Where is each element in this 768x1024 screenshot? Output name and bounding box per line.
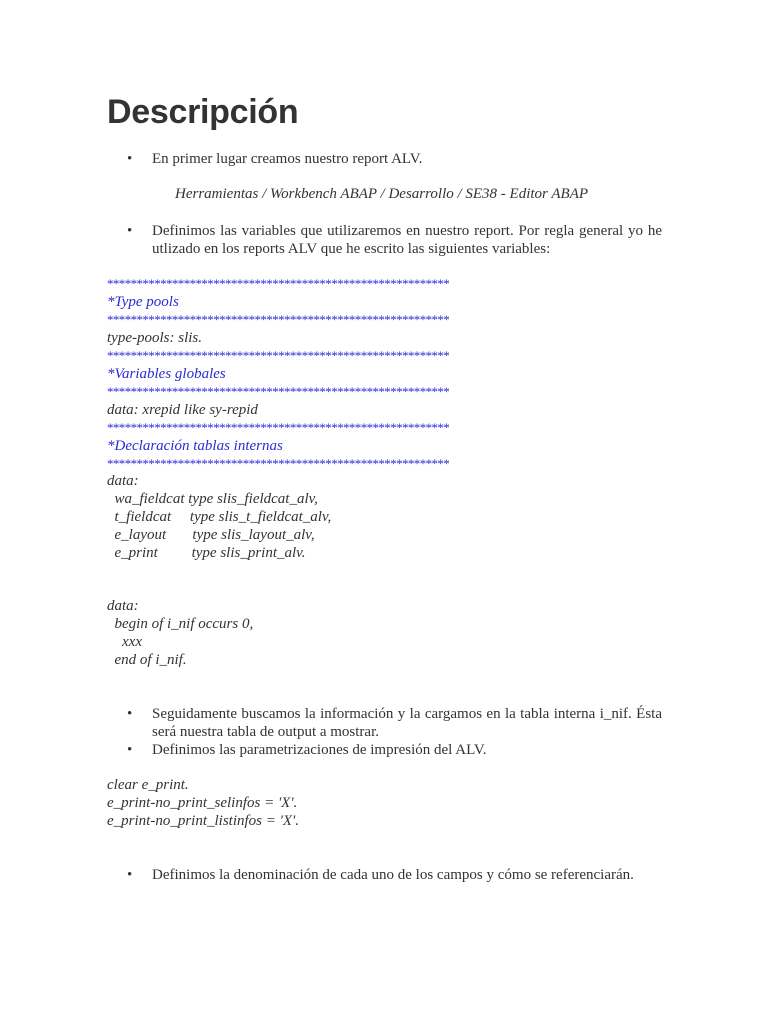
comment-separator: ********************************************************** xyxy=(107,348,450,363)
page-title: Descripción xyxy=(107,93,299,131)
bullet-icon: • xyxy=(127,151,133,167)
comment-separator: ********************************************************** xyxy=(107,420,450,435)
code-line: begin of i_nif occurs 0, xyxy=(107,616,254,632)
code-line: data: xrepid like sy-repid xyxy=(107,402,258,418)
comment-separator: ********************************************************** xyxy=(107,456,450,471)
code-line: xxx xyxy=(107,634,142,650)
code-line: e_layout type slis_layout_alv, xyxy=(107,527,315,543)
bullet-icon: • xyxy=(127,706,133,722)
code-line: type-pools: slis. xyxy=(107,330,202,346)
comment-separator: ********************************************************** xyxy=(107,276,450,291)
comment-type-pools: *Type pools xyxy=(107,294,179,310)
code-line: e_print type slis_print_alv. xyxy=(107,545,306,561)
comment-separator: ********************************************************** xyxy=(107,384,450,399)
code-line: t_fieldcat type slis_t_fieldcat_alv, xyxy=(107,509,332,525)
bullet-icon: • xyxy=(127,867,133,883)
code-line: data: xyxy=(107,473,139,489)
code-line: e_print-no_print_listinfos = 'X'. xyxy=(107,813,299,829)
menu-path: Herramientas / Workbench ABAP / Desarrollo / SE38 - Editor ABAP xyxy=(175,186,589,202)
code-line: e_print-no_print_selinfos = 'X'. xyxy=(107,795,298,811)
code-line: wa_fieldcat type slis_fieldcat_alv, xyxy=(107,491,318,507)
code-line: end of i_nif. xyxy=(107,652,187,668)
code-line: clear e_print. xyxy=(107,777,189,793)
bullet-icon: • xyxy=(127,742,133,758)
code-line: data: xyxy=(107,598,139,614)
bullet-icon: • xyxy=(127,223,133,239)
comment-separator: ********************************************************** xyxy=(107,312,450,327)
comment-tablas: *Declaración tablas internas xyxy=(107,438,283,454)
comment-variables: *Variables globales xyxy=(107,366,226,382)
